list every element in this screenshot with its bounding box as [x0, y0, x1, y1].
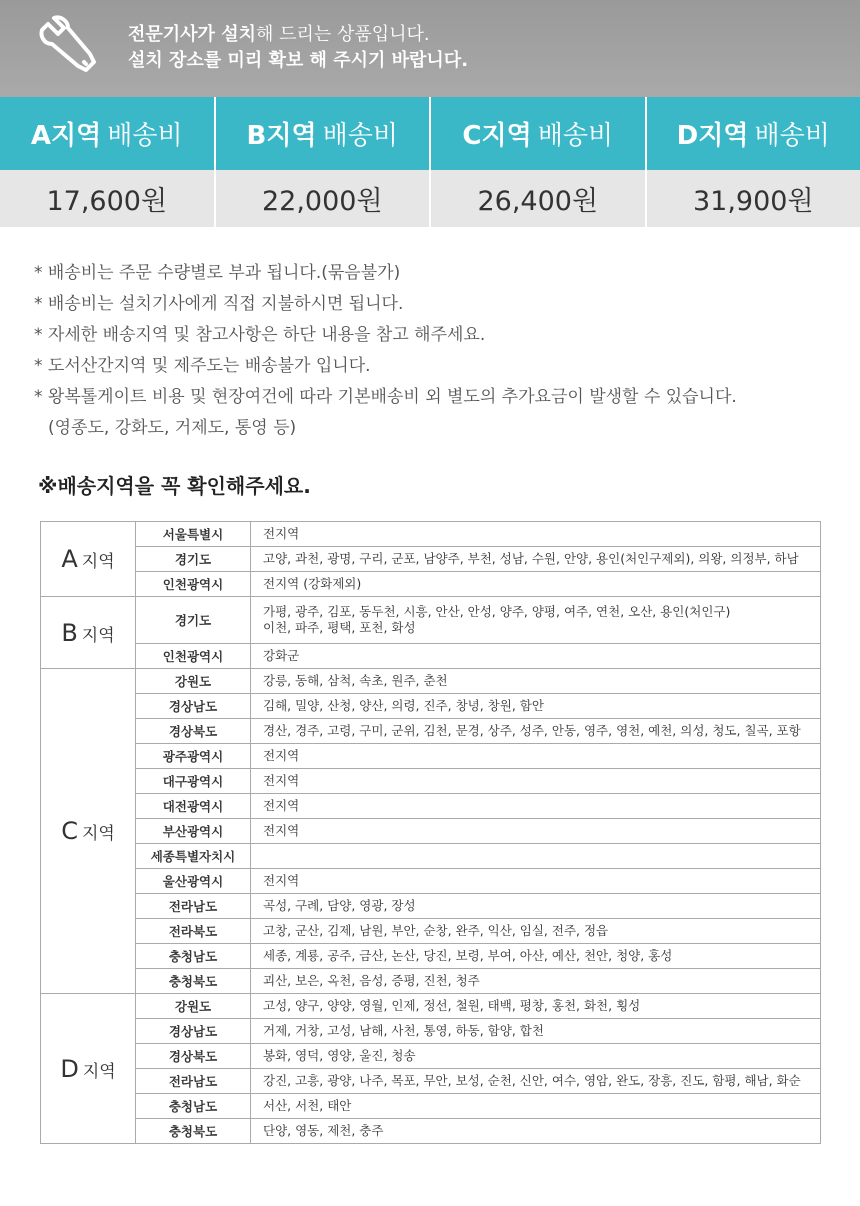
table-row [41, 522, 821, 547]
fee-label-d: 배송비 [754, 121, 830, 151]
zone-letter: B [61, 618, 78, 647]
fee-price-d: 31,900원 [692, 186, 814, 217]
cities-cell: 고양, 과천, 광명, 구리, 군포, 남양주, 부천, 성남, 수원, 안양, 용인(처인구제외), 의왕, 의정부, 하남 [251, 547, 821, 572]
province-cell: 경기도 [136, 547, 251, 572]
province-cell: 서울특별시 [136, 522, 251, 547]
province-cell: 충청남도 [136, 944, 251, 969]
cities-cell: 김해, 밀양, 산청, 양산, 의령, 진주, 창녕, 창원, 함안 [251, 694, 821, 719]
table-row [41, 894, 821, 919]
cities-cell: 전지역 (강화제외) [251, 572, 821, 597]
cities-cell: 전지역 [251, 769, 821, 794]
banner-line1-bold: 전문기사가 설치 [128, 24, 256, 45]
table-row [41, 669, 821, 694]
fee-header-a [0, 97, 216, 170]
province-cell: 충청북도 [136, 969, 251, 994]
zone-d-cell [41, 994, 136, 1144]
province-cell: 경상북도 [136, 719, 251, 744]
fee-price-c: 26,400원 [431, 170, 647, 227]
fee-label-a: 배송비 [107, 121, 183, 151]
table-row [41, 769, 821, 794]
province-cell: 경상남도 [136, 1019, 251, 1044]
fee-label-c: 배송비 [537, 121, 614, 151]
table-row [41, 572, 821, 597]
fee-header-c [431, 97, 647, 170]
zone-suffix: 지역 [82, 1061, 116, 1082]
cities-cell: 단양, 영동, 제천, 충주 [251, 1119, 821, 1144]
province-cell: 전라남도 [136, 894, 251, 919]
fee-price-row [0, 170, 860, 227]
province-cell: 강원도 [136, 994, 251, 1019]
shipping-notes [34, 258, 737, 444]
province-cell: 울산광역시 [136, 869, 251, 894]
zone-suffix: 지역 [81, 552, 115, 572]
shipping-fee-table [0, 97, 860, 227]
province-cell: 경기도 [136, 597, 251, 644]
table-row [41, 944, 821, 969]
table-row [41, 844, 821, 869]
region-check-heading: ※배송지역을 꼭 확인해주세요. [38, 474, 311, 498]
province-cell: 인천광역시 [136, 572, 251, 597]
table-row [41, 919, 821, 944]
province-cell: 세종특별자치시 [136, 844, 251, 869]
table-row [41, 994, 821, 1019]
table-row [41, 547, 821, 572]
province-cell: 경상남도 [136, 694, 251, 719]
fee-label-b: 배송비 [322, 121, 398, 151]
cities-cell [251, 844, 821, 869]
zone-letter: A [61, 545, 78, 573]
table-row [41, 1019, 821, 1044]
province-cell: 대구광역시 [136, 769, 251, 794]
fee-region-b: B지역 [246, 121, 317, 151]
zone-b-cell [41, 597, 136, 669]
zone-c-cell [41, 669, 136, 994]
cities-cell: 경산, 경주, 고령, 구미, 군위, 김천, 문경, 상주, 성주, 안동, 영주, 영천, 예천, 의성, 청도, 칠곡, 포항 [251, 719, 821, 744]
table-row [41, 744, 821, 769]
delivery-region-table [40, 521, 821, 1144]
zone-suffix: 지역 [81, 824, 115, 844]
zone-letter: D [60, 1054, 79, 1083]
table-row [41, 1119, 821, 1144]
table-row [41, 719, 821, 744]
fee-region-c: C지역 [462, 121, 532, 151]
province-cell: 대전광역시 [136, 794, 251, 819]
zone-suffix: 지역 [81, 625, 115, 646]
table-row [41, 969, 821, 994]
province-cell: 충청남도 [136, 1094, 251, 1119]
province-cell: 부산광역시 [136, 819, 251, 844]
banner-line1-rest: 해 드리는 상품입니다. [255, 24, 430, 45]
cities-line: 이천, 파주, 평택, 포천, 화성 [263, 620, 416, 635]
cities-cell: 서산, 서천, 태안 [251, 1094, 821, 1119]
province-cell: 전라북도 [136, 919, 251, 944]
cities-cell: 전지역 [251, 522, 821, 547]
banner-text [128, 22, 468, 74]
note-item: * 자세한 배송지역 및 참고사항은 하단 내용을 참고 해주세요. [34, 325, 486, 345]
fee-region-a: A지역 [30, 121, 102, 151]
table-row [41, 597, 821, 644]
banner-line2: 설치 장소를 미리 확보 해 주시기 바랍니다. [128, 50, 469, 71]
table-row [41, 1069, 821, 1094]
table-row [41, 869, 821, 894]
province-cell: 광주광역시 [136, 744, 251, 769]
cities-cell: 봉화, 영덕, 영양, 울진, 청송 [251, 1044, 821, 1069]
cities-cell: 고성, 양구, 양양, 영월, 인제, 정선, 철원, 태백, 평창, 홍천, 화천, 횡성 [251, 994, 821, 1019]
note-item: * 배송비는 주문 수량별로 부과 됩니다.(묶음불가) [34, 263, 401, 283]
cities-cell: 전지역 [251, 819, 821, 844]
province-cell: 경상북도 [136, 1044, 251, 1069]
cities-cell: 전지역 [251, 869, 821, 894]
table-row [41, 694, 821, 719]
fee-header-d [647, 97, 860, 170]
fee-price-b: 22,000원 [216, 170, 432, 227]
table-row [41, 794, 821, 819]
province-cell: 강원도 [136, 669, 251, 694]
note-item: (영종도, 강화도, 거제도, 통영 등) [48, 418, 297, 438]
table-row [41, 1044, 821, 1069]
province-cell: 전라남도 [136, 1069, 251, 1094]
province-cell: 인천광역시 [136, 644, 251, 669]
table-row [41, 1094, 821, 1119]
province-cell: 충청북도 [136, 1119, 251, 1144]
table-row [41, 819, 821, 844]
fee-region-d: D지역 [676, 121, 749, 151]
note-item: * 도서산간지역 및 제주도는 배송불가 입니다. [34, 356, 371, 376]
zone-a-cell [41, 522, 136, 597]
cities-cell: 세종, 계룡, 공주, 금산, 논산, 당진, 보령, 부여, 아산, 예산, 천안, 청양, 홍성 [251, 944, 821, 969]
cities-line: 가평, 광주, 김포, 동두천, 시흥, 안산, 안성, 양주, 양평, 여주, 연천, 오산, 용인(처인구) [263, 604, 731, 619]
fee-price-a: 17,600원 [0, 170, 216, 227]
cities-cell: 강릉, 동해, 삼척, 속초, 원주, 춘천 [251, 669, 821, 694]
cities-cell [251, 597, 821, 644]
installation-banner [0, 0, 860, 97]
fee-header-row [0, 97, 860, 170]
cities-cell: 괴산, 보은, 옥천, 음성, 증평, 진천, 청주 [251, 969, 821, 994]
cities-cell: 거제, 거창, 고성, 남해, 사천, 통영, 하동, 함양, 합천 [251, 1019, 821, 1044]
cities-cell: 전지역 [251, 794, 821, 819]
cities-cell: 고창, 군산, 김제, 남원, 부안, 순창, 완주, 익산, 임실, 전주, 정읍 [251, 919, 821, 944]
zone-letter: C [61, 817, 78, 845]
fee-header-b [216, 97, 432, 170]
table-row [41, 644, 821, 669]
cities-cell: 강진, 고흥, 광양, 나주, 목포, 무안, 보성, 순천, 신안, 여수, 영암, 완도, 장흥, 진도, 함평, 해남, 화순 [251, 1069, 821, 1094]
note-item: * 왕복톨게이트 비용 및 현장여건에 따라 기본배송비 외 별도의 추가요금이 발생할 수 있습니다. [34, 387, 737, 407]
wrench-icon [38, 14, 102, 78]
note-item: * 배송비는 설치기사에게 직접 지불하시면 됩니다. [34, 294, 404, 314]
cities-cell: 곡성, 구례, 담양, 영광, 장성 [251, 894, 821, 919]
cities-cell: 강화군 [251, 644, 821, 669]
cities-cell: 전지역 [251, 744, 821, 769]
